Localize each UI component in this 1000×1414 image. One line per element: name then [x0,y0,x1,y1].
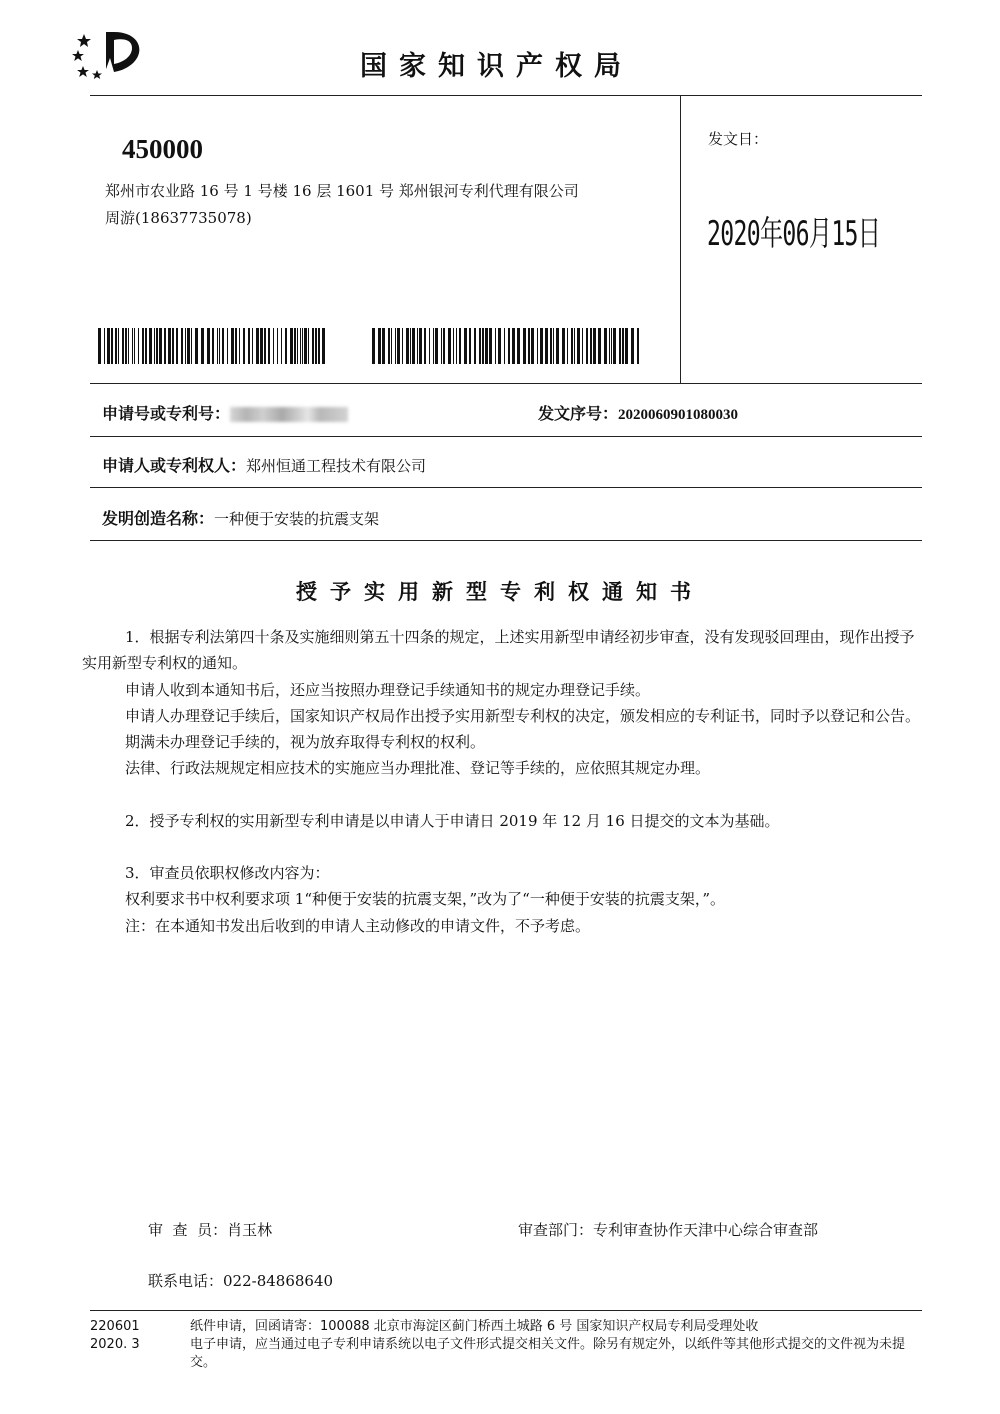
barcode-bar [372,328,375,364]
barcode-left [98,328,326,364]
barcode-bar [593,328,596,364]
barcode-bar [132,328,133,364]
barcode-bar [508,328,510,364]
barcode-bar [441,328,442,364]
notice-paragraph: 注：在本通知书发出后收到的申请人主动修改的申请文件，不予考虑。 [125,916,591,935]
serial-number-label: 发文序号： [538,404,619,423]
serial-number-row [538,401,738,424]
barcode-bar [181,328,183,364]
barcode-bar [172,328,174,364]
barcode-bar [290,328,293,364]
barcode-bar [388,328,390,364]
barcode-bar [107,328,110,364]
info-top-divider [90,383,922,384]
form-code: 220601 [90,1319,140,1334]
barcode-bar [550,328,552,364]
barcode-bar [231,328,234,364]
barcode-bar [149,328,152,364]
barcode-bar [443,328,445,364]
barcode-bar [264,328,266,364]
barcode-bar [191,328,192,364]
barcode-bar [154,328,155,364]
recipient-contact: 周游(18637735078) [105,209,252,227]
applicant-row [102,453,426,476]
footer-line: 电子申请，应当通过电子专利申请系统以电子文件形式提交相关文件。除另有规定外，以纸件等其他形式提交的文件视为未提交。 [190,1337,906,1370]
barcode-bar [637,328,639,364]
barcode-bar [406,328,409,364]
barcode-bar [419,328,422,364]
footer-divider [90,1310,922,1311]
barcode-bar [260,328,263,364]
barcode-bar [495,328,496,364]
barcode-bar [217,328,218,364]
barcode-bar [168,328,171,364]
barcode-bar [433,328,434,364]
barcode-bar [562,328,565,364]
barcode-bar [227,328,228,364]
barcode-bar [125,328,127,364]
barcode-bar [138,328,139,364]
barcode-bar [104,328,105,364]
barcode-bar [378,328,381,364]
notice-title: 授予实用新型专利权通知书 [296,580,704,604]
invention-row [102,506,379,529]
barcode-bar [315,328,317,364]
barcode-bar [156,328,158,364]
barcode-bar [111,328,113,364]
issue-date-value: 2020年06月15日 [707,214,881,254]
barcode-bar [322,328,325,364]
barcode-bar [212,328,214,364]
barcode-bar [134,328,135,364]
barcode-bar [219,328,220,364]
barcode-bar [540,328,543,364]
barcode-bar [277,328,278,364]
barcode-bar [574,328,575,364]
barcode-bar [448,328,451,364]
barcode-bar [268,328,270,364]
barcode-bar [312,328,314,364]
barcode-bar [201,328,204,364]
barcode-bar [512,328,515,364]
barcode-bar [556,328,559,364]
recipient-postcode: 450000 [122,134,203,164]
barcode-bar [252,328,253,364]
barcode-bar [631,328,634,364]
barcode-bar [598,328,601,364]
barcode-bar [187,328,190,364]
barcode-bar [545,328,548,364]
barcode-bar [429,328,430,364]
barcode-bar [453,328,454,364]
barcode-bar [531,328,534,364]
barcode-bar [239,328,240,364]
barcode-bar [553,328,554,364]
cnipa-logo-icon [70,28,150,88]
barcode-bar [489,328,492,364]
barcode-bar [456,328,457,364]
barcode-bar [235,328,237,364]
barcode-bar [410,328,411,364]
barcode-bar [537,328,538,364]
barcode-bar [164,328,166,364]
barcode-bar [528,328,530,364]
barcode-bar [207,328,210,364]
barcode-bar [195,328,198,364]
barcode-bar [417,328,418,364]
barcode-bar [318,328,320,364]
barcode-bar [98,328,101,364]
notice-paragraph: 3．审查员依职权修改内容为： [125,864,330,883]
office-title: 国家知识产权局 [360,51,633,82]
serial-number-value: 2020060901080030 [618,407,739,423]
barcode-bar [523,328,526,364]
barcode-bar [382,328,385,364]
barcode-bar [622,328,624,364]
barcode-bar [142,328,144,364]
barcode-bar [609,328,610,364]
barcode-bar [571,328,573,364]
barcode-bar [459,328,461,364]
barcode-bar [273,328,274,364]
barcode-bar [248,328,250,364]
barcode-bar [118,328,119,364]
barcode-bar [586,328,588,364]
notice-paragraph: 申请人办理登记手续后，国家知识产权局作出授予实用新型专利权的决定，颁发相应的专利证书，同时予以登记和公告。 [125,706,921,725]
barcode-bar [402,328,403,364]
barcode-bar [243,328,245,364]
barcode-bar [469,328,471,364]
notice-paragraph: 法律、行政法规规定相应技术的实施应当办理批准、登记等手续的，应依照其规定办理。 [125,759,711,778]
notice-body [82,624,922,939]
barcode-bar [176,328,178,364]
barcode-bar [308,328,309,364]
barcode-bar [567,328,568,364]
barcode-bar [604,328,607,364]
barcode-bar [397,328,400,364]
notice-paragraph: 2．授予专利权的实用新型专利申请是以申请人于申请日 2019 年 12 月 16 日提交的文本为基础。 [125,811,780,830]
barcode-bar [498,328,501,364]
barcode-bar [159,328,162,364]
barcode-bar [391,328,392,364]
notice-paragraph: 1．根据专利法第四十条及实施细则第五十四条的规定，上述实用新型申请经初步审查，没有发现驳回理由，现作出授予实用新型专利权的通知。 [82,628,915,673]
barcode-bar [115,328,117,364]
barcode-bar [590,328,592,364]
recipient-address: 郑州市农业路 16 号 1 号楼 16 层 1601 号 郑州银河专利代理有限公司 [105,182,579,200]
contact-phone: 联系电话：022-84868640 [148,1272,334,1290]
applicant-value: 郑州恒通工程技术有限公司 [246,457,427,475]
applicant-label: 申请人或专利权人： [102,456,247,475]
application-number-label: 申请号或专利号： [102,404,231,423]
barcode-bar [582,328,583,364]
barcode-bar [304,328,307,364]
barcode-bar [294,328,296,364]
info-bottom-divider [90,540,922,541]
footer-instructions [190,1318,925,1372]
barcode-right [372,328,642,364]
barcode-bar [412,328,415,364]
barcode-bar [300,328,301,364]
barcode-bar [474,328,476,364]
barcode-bar [613,328,616,364]
barcode-bar [297,328,298,364]
barcode-bar [122,328,124,364]
barcode-bar [285,328,287,364]
barcode-bar [128,328,129,364]
barcode-bar [517,328,520,364]
barcode-bar [281,328,282,364]
notice-paragraph: 期满未办理登记手续的，视为放弃取得专利权的权利。 [125,733,486,752]
barcode-bar [479,328,481,364]
footer-line: 纸件申请，回函请寄：100088 北京市海淀区蓟门桥西土城路 6 号 国家知识产权局专利局受理处收 [190,1319,759,1334]
header-divider [90,95,922,96]
invention-label: 发明创造名称： [102,509,215,528]
barcode-bar [145,328,147,364]
invention-value: 一种便于安装的抗震支架 [214,510,380,528]
notice-paragraph: 权利要求书中权利要求项 1“种便于安装的抗震支架，”改为了“一种便于安装的抗震支架，”。 [125,890,725,909]
barcode-bar [395,328,396,364]
issue-date-label: 发文日： [708,130,769,148]
notice-paragraph: 申请人收到本通知书后，还应当按照办理登记手续通知书的规定办理登记手续。 [125,680,651,699]
barcode-bar [482,328,484,364]
barcode-bar [256,328,259,364]
barcode-bar [611,328,612,364]
examining-department: 审查部门：专利审查协作天津中心综合审查部 [518,1221,819,1239]
barcode-bar [185,328,186,364]
barcode-bar [435,328,438,364]
form-version: 2020. 3 [90,1337,140,1352]
info-divider-2 [90,487,922,488]
examiner-name: 审 查 员：肖玉林 [148,1221,273,1239]
barcode-bar [222,328,224,364]
application-number-row [102,401,348,424]
application-number-redacted [230,407,348,422]
barcode-bar [619,328,621,364]
info-divider-1 [90,436,922,437]
barcode-bar [302,328,303,364]
barcode-bar [424,328,426,364]
barcode-bar [485,328,488,364]
date-column-divider [680,95,681,383]
barcode-bar [625,328,628,364]
barcode-bar [464,328,467,364]
barcode-bar [577,328,580,364]
barcode-bar [504,328,505,364]
